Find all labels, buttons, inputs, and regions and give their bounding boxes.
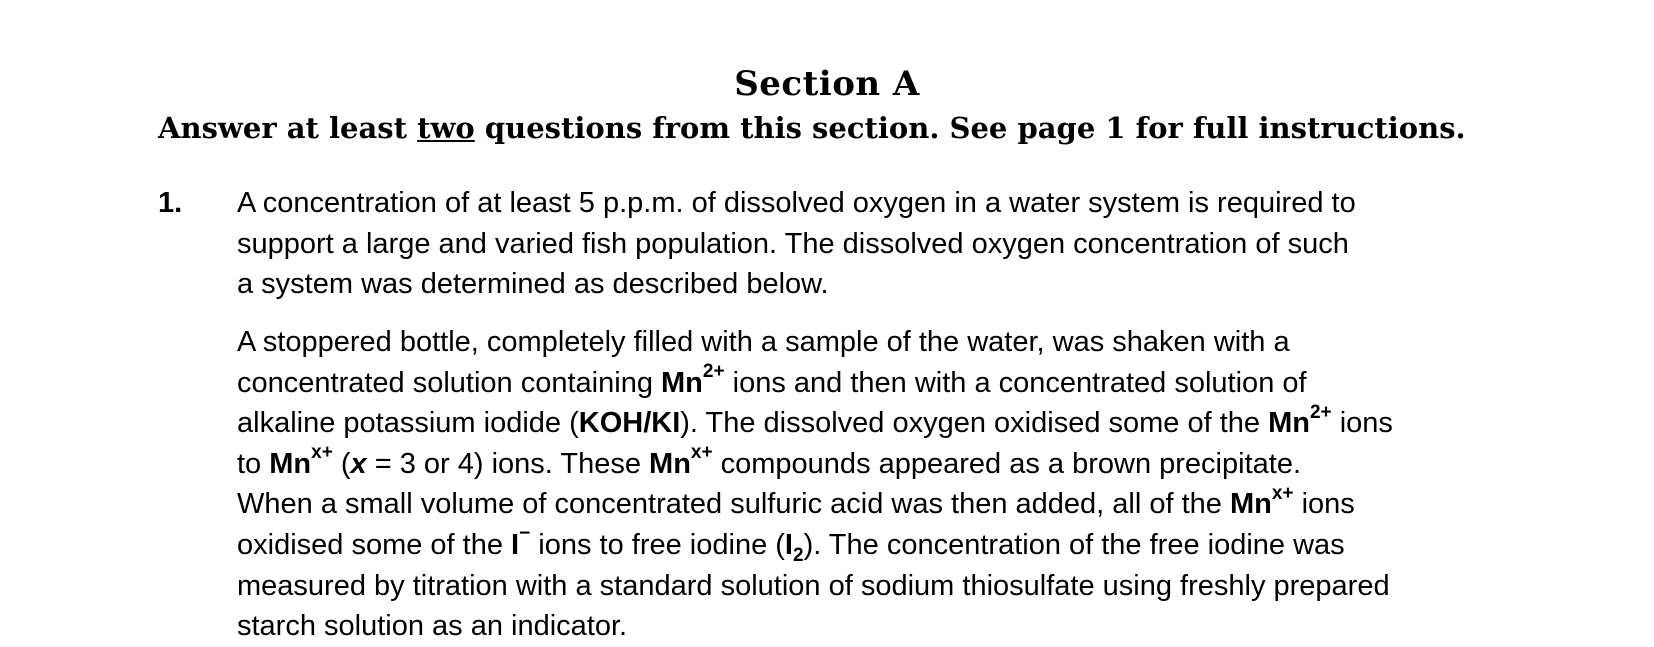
instructions-text-end: questions from this section. See page 1 for full instructions.: [474, 111, 1466, 145]
ion-charge: x+: [311, 442, 333, 464]
text-run: concentrated solution containing: [237, 366, 662, 399]
paragraph-2-line: measured by titration with a standard solution of sodium thiosulfate using freshly prepared: [237, 569, 1390, 602]
manganese-ion-symbol: Mn: [269, 447, 312, 480]
manganese-ion-symbol: Mn: [1229, 488, 1272, 521]
ion-charge: 2+: [702, 360, 725, 382]
text-run: ). The dissolved oxygen oxidised some of the: [680, 407, 1269, 440]
subscript: 2: [792, 544, 804, 566]
paragraph-2-line: [237, 525, 1393, 566]
question-paragraph-1: [237, 183, 1356, 305]
text-run: ions and then with a concentrated solution of: [724, 366, 1307, 399]
question-number: 1.: [158, 187, 183, 219]
iodide-ion-symbol: I: [511, 528, 520, 561]
paragraph-2-line: [237, 403, 1393, 444]
text-run: alkaline potassium iodide (: [237, 407, 579, 440]
text-run: ions: [1331, 407, 1393, 440]
manganese-ion-symbol: Mn: [1268, 407, 1310, 440]
ion-charge: 2+: [1309, 401, 1332, 423]
ion-charge: −: [519, 523, 531, 545]
reagent-formula: KOH/KI: [578, 407, 681, 440]
section-instructions: [158, 108, 1466, 148]
paragraph-2-line: starch solution as an indicator.: [237, 610, 628, 643]
text-run: ions: [1293, 488, 1355, 521]
question-paragraph-2: [237, 322, 1393, 647]
iodine-symbol: I: [784, 528, 793, 561]
section-title: Section A: [734, 64, 920, 104]
variable-x: x: [350, 447, 367, 480]
text-run: oxidised some of the: [237, 528, 512, 561]
text-run: compounds appeared as a brown precipitate.: [712, 447, 1302, 480]
instructions-text-start: Answer at least: [158, 111, 418, 145]
instructions-emphasis: two: [417, 111, 475, 145]
paragraph-2-line: [237, 444, 1393, 485]
ion-charge: x+: [690, 442, 713, 464]
text-run: (: [332, 447, 351, 480]
text-run: ). The concentration of the free iodine was: [803, 528, 1345, 561]
paragraph-1-line: support a large and varied fish population. The dissolved oxygen concentration of such: [237, 227, 1349, 260]
manganese-ion-symbol: Mn: [649, 447, 691, 480]
text-run: ions to free iodine (: [530, 528, 785, 561]
manganese-ion-symbol: Mn: [661, 366, 703, 399]
ion-charge: x+: [1271, 482, 1294, 504]
text-run: When a small volume of concentrated sulfuric acid was then added, all of the: [237, 488, 1230, 521]
paragraph-2-line: [237, 484, 1393, 525]
text-run: to: [237, 447, 270, 480]
text-run: = 3 or 4) ions. These: [366, 447, 650, 480]
paragraph-1-line: A concentration of at least 5 p.p.m. of dissolved oxygen in a water system is required to: [237, 187, 1356, 219]
paragraph-2-line: [237, 360, 1393, 404]
paragraph-1-line: a system was determined as described below.: [237, 268, 829, 301]
paragraph-2-line: A stoppered bottle, completely filled with a sample of the water, was shaken with a: [237, 326, 1290, 358]
